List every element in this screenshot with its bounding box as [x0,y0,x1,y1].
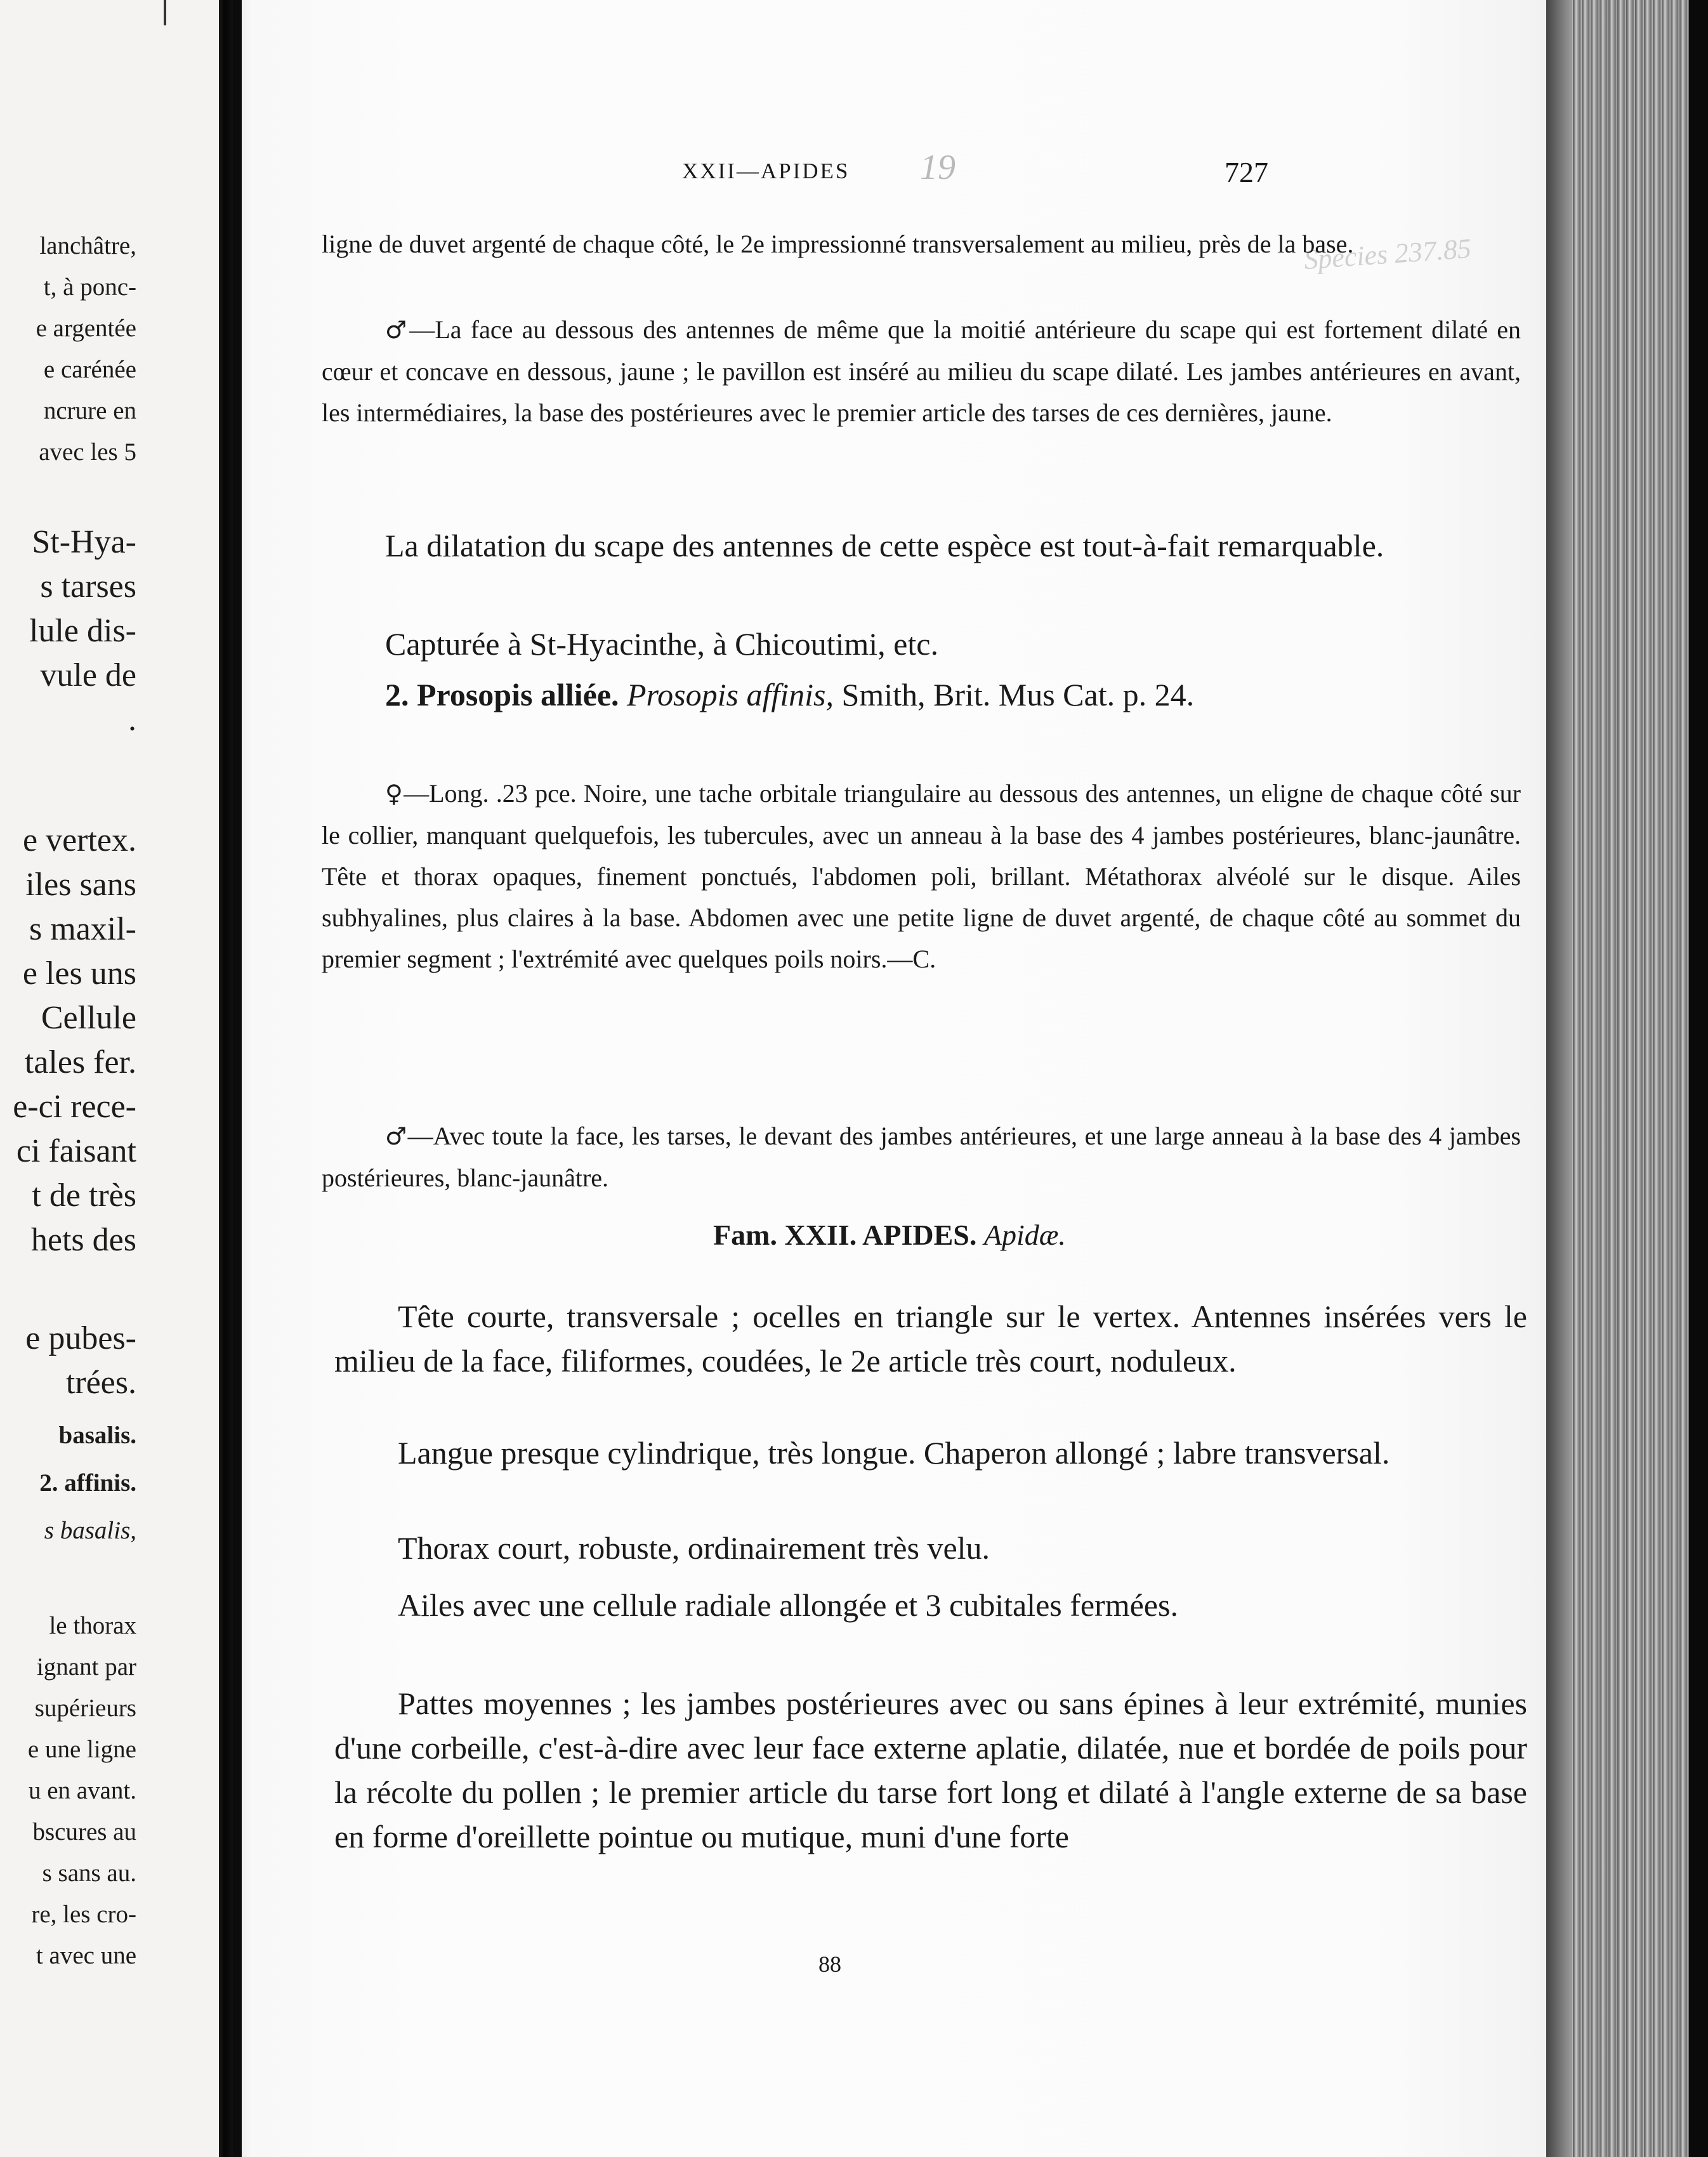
left-line: St-Hya- [32,524,136,560]
species-reference: Smith, Brit. Mus Cat. p. 24. [841,677,1195,712]
paragraph-continuation: ligne de duvet argenté de chaque côté, le 2e impressionné transversalement au milieu, près de la base. [322,230,1354,258]
left-line: tales fer. [24,1044,136,1080]
book-page-edges [1546,0,1708,2157]
female-symbol: ♀ [385,780,404,808]
paragraph-thorax-description: Thorax court, robuste, ordinairement très velu. [398,1530,990,1566]
left-line: . [128,702,136,738]
left-line: ci faisant [16,1133,136,1169]
left-line: ignant par [36,1653,136,1681]
left-page-rule [164,0,166,25]
left-line: s tarses [40,568,136,605]
family-heading [233,1218,1546,1252]
left-line: s maxil- [29,911,136,947]
left-line: s sans au. [42,1859,136,1887]
left-line: lanchâtre, [39,232,136,259]
page-number: 727 [1225,156,1268,188]
left-facing-page [0,0,222,2157]
paragraph-remark: La dilatation du scape des antennes de cette espèce est tout-à-fait remarquable. [385,528,1384,563]
paragraph-capture: Capturée à St-Hyacinthe, à Chicoutimi, etc. [385,626,938,662]
left-line: trées. [65,1365,136,1401]
running-head: XXII—APIDES [682,159,850,183]
left-line: t avec une [36,1942,136,1969]
paragraph-tongue-description: Langue presque cylindrique, très longue. Chaperon allongé ; labre transversal. [398,1435,1390,1471]
main-page [233,0,1546,2157]
left-line: t de très [32,1177,136,1214]
male-symbol: ♂ [385,316,410,344]
left-line: t, à ponc- [43,273,136,301]
binding-edge [233,0,242,2157]
left-line: lule dis- [29,613,136,649]
paragraph-female-description [322,773,1521,980]
female-description-text: —Long. .23 pce. Noire, une tache orbitale triangulaire au dessous des antennes, un eligne de chaque côté sur le collier, manquant quelquefois, les tubercules, avec un anneau à la base des 4 jambes postérieures, blanc-jaunâtre. Tête et thorax opaques, finement ponctués, l'abdomen poli, brillant. Métathorax alvéolé sur le disque. Ailes subhyalines, plus claires à la base. Abdomen avec une petite ligne de duvet argenté, de chaque côté au sommet du premier segment ; l'extrémité avec quelques poils noirs.—C. [322,779,1521,973]
male-symbol: ♂ [385,1122,408,1150]
book-gutter [219,0,233,2157]
paragraph-male-description-2 [322,1115,1521,1198]
pencil-annotation: 19 [920,148,956,187]
male-description-text: —La face au dessous des antennes de même que la moitié antérieure du scape qui est fortement dilaté en cœur et concave en dessous, jaune ; le pavillon est inséré au milieu du scape dilaté. Les jambes antérieures en avant, les intermédiaires, la base des postérieures avec le premier article des tarses de ces dernières, jaune. [322,315,1521,427]
paragraph-legs-description: Pattes moyennes ; les jambes postérieures avec ou sans épines à leur extrémité, munies d'une corbeille, c'est-à-dire avec leur face externe aplatie, dilatée, nue et bordée de poils pour la récolte du pollen ; le premier article du tarse fort long et dilaté à l'angle externe de sa base en forme d'oreillette pointue ou mutique, muni d'une forte [334,1686,1527,1854]
family-heading-latin: Apidæ. [983,1219,1066,1251]
left-line: le thorax [49,1612,136,1639]
left-line: e argentée [36,315,136,342]
left-line: ncrure en [43,397,136,424]
species-heading [322,672,1521,717]
family-heading-title: Fam. XXII. APIDES. [713,1219,977,1251]
left-line: vule de [40,657,136,693]
left-line: Cellule [41,1000,136,1036]
male-description-text-2: —Avec toute la face, les tarses, le devant des jambes antérieures, et une large anneau à la base des 4 jambes postérieures, blanc-jaunâtre. [322,1122,1521,1192]
left-line: supérieurs [34,1695,136,1722]
left-line: basalis. [58,1422,136,1449]
paragraph-wings-description: Ailes avec une cellule radiale allongée et 3 cubitales fermées. [398,1587,1178,1623]
margin-pencil-note: Species 237.85 [1303,232,1473,276]
printer-signature: 88 [818,1951,841,1977]
left-line: e pubes- [25,1320,136,1356]
species-latin-name: Prosopis affinis, [627,677,834,712]
left-line: e-ci rece- [13,1089,136,1125]
left-line: 2. affinis. [39,1469,136,1497]
left-line: avec les 5 [39,438,136,466]
left-line: iles sans [25,867,136,903]
left-line: e les uns [22,955,136,992]
paragraph-head-description: Tête courte, transversale ; ocelles en triangle sur le vertex. Antennes insérées vers le milieu de la face, filiformes, coudées, le 2e article très court, noduleux. [334,1299,1527,1379]
left-line: hets des [30,1222,136,1258]
left-line: e vertex. [22,822,136,858]
left-line: bscures au [32,1818,136,1846]
left-line: s basalis, [44,1517,136,1544]
left-line: re, les cro- [31,1901,136,1928]
species-title: 2. Prosopis alliée. [385,677,619,712]
left-line: e une ligne [27,1736,136,1763]
paragraph-male-description [322,309,1521,433]
left-line: e carénée [43,356,136,383]
left-line: u en avant. [28,1777,136,1804]
